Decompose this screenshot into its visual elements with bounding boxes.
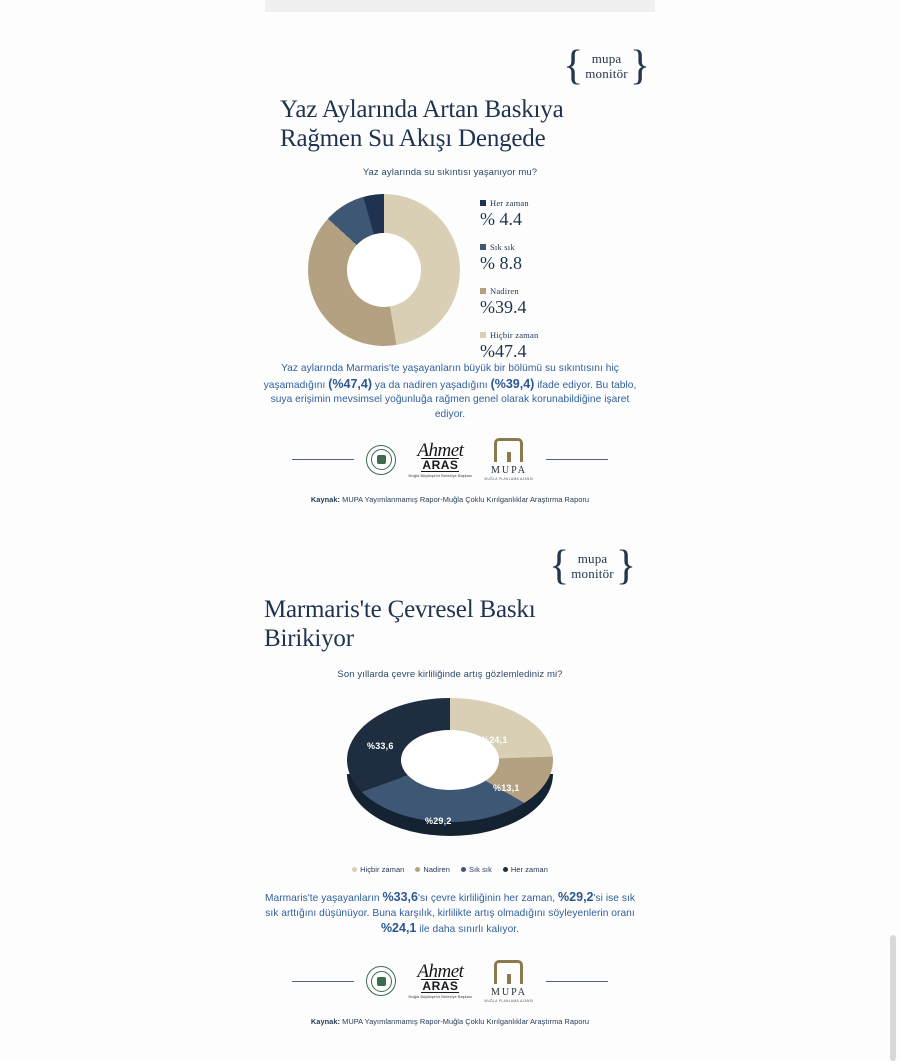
card1-title — [280, 95, 650, 153]
card2-source-text: MUPA Yayımlanmamış Rapor-Muğla Çoklu Kırılganlıklar Araştırma Raporu — [340, 1016, 590, 1026]
legend-label: Sık sık — [468, 865, 492, 874]
card1-legend — [480, 198, 650, 374]
card2-source — [250, 1017, 650, 1026]
signature-subtitle: Muğla Büyükşehir Belediye Başkanı — [408, 995, 473, 999]
legend-label: Her zaman — [510, 865, 548, 874]
legend-label: Her zaman — [490, 198, 529, 208]
paragraph-text: 'si ise sık sık arttığını düşünüyor. Buna karşılık, kirlilikte artış olmadığını söyleyenlerin oranı — [265, 893, 636, 919]
paragraph-text: 'sı çevre kirliliğinin her zaman, — [417, 893, 559, 904]
slice-label-2: %29,2 — [425, 816, 452, 826]
paragraph-text: ifade ediyor. Bu tablo, suya erişimin mevsimsel yoğunluğa rağmen genel olarak korunabildiğine işaret ediyor. — [270, 379, 637, 420]
legend-item — [480, 242, 650, 273]
slice-label-1: %13,1 — [493, 783, 520, 793]
legend-item — [352, 865, 404, 874]
card1-donut-chart — [250, 194, 650, 361]
legend-item — [503, 865, 548, 874]
card1-source-text: MUPA Yayımlanmamış Rapor-Muğla Çoklu Kırılganlıklar Araştırma Raporu — [340, 495, 590, 504]
divider-right — [546, 459, 608, 460]
legend-item — [480, 330, 650, 361]
brand-line-1: mupa — [577, 551, 608, 566]
brace-left-icon: { — [563, 43, 584, 89]
mupa-logo — [484, 438, 533, 481]
legend-swatch-icon — [415, 867, 420, 872]
legend-swatch-icon — [480, 200, 486, 206]
card1-title-line1: Yaz Aylarında Artan Baskıya — [280, 96, 564, 123]
legend-label: Sık sık — [490, 242, 515, 252]
municipality-seal-icon — [366, 445, 396, 475]
mupa-logo — [484, 960, 533, 1003]
mupa-monitor-logo — [563, 45, 650, 87]
brand-line-2: monitör — [571, 566, 614, 581]
paragraph-highlight: %29,2 — [558, 890, 594, 904]
municipality-seal-icon — [366, 966, 396, 996]
legend-value: %47.4 — [480, 341, 527, 361]
legend-value: %39.4 — [480, 297, 527, 317]
card2-logo-row — [250, 960, 650, 1003]
paragraph-text: ya da nadiren yaşadığını — [372, 379, 491, 391]
divider-left — [292, 981, 354, 982]
brace-right-icon: } — [615, 543, 636, 589]
infographic-card-pollution — [250, 545, 650, 1026]
card2-title — [264, 595, 650, 653]
signature-text: Ahmet — [417, 961, 464, 982]
card2-source-label: Kaynak: — [310, 1016, 341, 1026]
legend-swatch-icon — [461, 867, 466, 872]
signature-subtitle: Muğla Büyükşehir Belediye Başkanı — [408, 473, 473, 478]
mupa-subtitle: MUĞLA PLANLAMA AJANSI — [484, 998, 534, 1003]
ahmet-aras-logo — [408, 963, 472, 999]
legend-swatch-icon — [480, 288, 486, 294]
legend-value: % 8.8 — [480, 253, 522, 273]
page-top-band — [265, 0, 655, 12]
paragraph-highlight: %24,1 — [380, 921, 417, 935]
mupa-monitor-logo-2 — [549, 545, 636, 587]
mupa-wordmark: MUPA — [490, 986, 527, 998]
legend-item — [415, 865, 450, 874]
card1-logo-row — [250, 438, 650, 481]
card2-title-line1: Marmaris'te Çevresel Baskı — [264, 596, 536, 623]
divider-left — [292, 459, 354, 460]
surname-text: ARAS — [422, 979, 459, 993]
card1-question: Yaz aylarında su sıkıntısı yaşanıyor mu? — [362, 167, 538, 178]
legend-label: Nadiren — [490, 286, 519, 296]
legend-item — [461, 865, 492, 874]
vertical-scrollbar[interactable] — [890, 935, 896, 1061]
paragraph-text: Marmaris'te yaşayanların — [264, 893, 383, 904]
legend-value: % 4.4 — [480, 209, 522, 229]
brand-line-2: monitör — [585, 66, 628, 81]
infographic-card-water — [250, 45, 650, 504]
mupa-mark-icon — [494, 960, 523, 984]
legend-swatch-icon — [503, 867, 508, 872]
legend-label: Nadiren — [423, 865, 450, 874]
card1-source — [250, 495, 650, 504]
mupa-subtitle: MUĞLA PLANLAMA AJANSI — [484, 477, 534, 481]
card1-title-line2: Rağmen Su Akışı Dengede — [280, 125, 546, 152]
brace-left-icon: { — [549, 543, 570, 589]
card1-source-label: Kaynak: — [310, 495, 341, 504]
signature-text: Ahmet — [417, 439, 464, 461]
donut-chart-water — [308, 194, 460, 346]
slice-label-3: %33,6 — [367, 741, 394, 751]
card2-legend — [250, 865, 650, 874]
mupa-mark-icon — [494, 438, 523, 462]
legend-swatch-icon — [480, 332, 486, 338]
legend-item — [480, 286, 650, 317]
card2-donut-chart — [250, 688, 650, 863]
paragraph-highlight: (%39,4) — [490, 376, 535, 391]
card2-question: Son yıllarda çevre kirliliğinde artış gözlemlediniz mi? — [337, 669, 563, 680]
paragraph-highlight: %33,6 — [382, 890, 418, 904]
legend-swatch-icon — [352, 867, 357, 872]
legend-swatch-icon — [480, 244, 486, 250]
brace-right-icon: } — [629, 43, 650, 89]
divider-right — [546, 981, 608, 982]
brand-line-1: mupa — [591, 51, 622, 66]
card2-paragraph — [250, 890, 650, 938]
paragraph-highlight: (%47,4) — [328, 376, 373, 391]
paragraph-text: ile daha sınırlı kalıyor. — [416, 924, 520, 935]
legend-label: Hiçbir zaman — [490, 330, 539, 340]
legend-label: Hiçbir zaman — [360, 865, 405, 874]
legend-item — [480, 198, 650, 229]
mupa-wordmark: MUPA — [490, 465, 527, 476]
paragraph-text: Yaz aylarında Marmaris'te yaşayanların büyük bir bölümü su sıkıntısını hiç yaşamadığını — [263, 363, 619, 391]
card2-title-line2: Birikiyor — [264, 625, 354, 652]
surname-text: ARAS — [422, 457, 459, 472]
ahmet-aras-logo — [408, 439, 473, 478]
slice-label-0: %24,1 — [481, 735, 508, 745]
